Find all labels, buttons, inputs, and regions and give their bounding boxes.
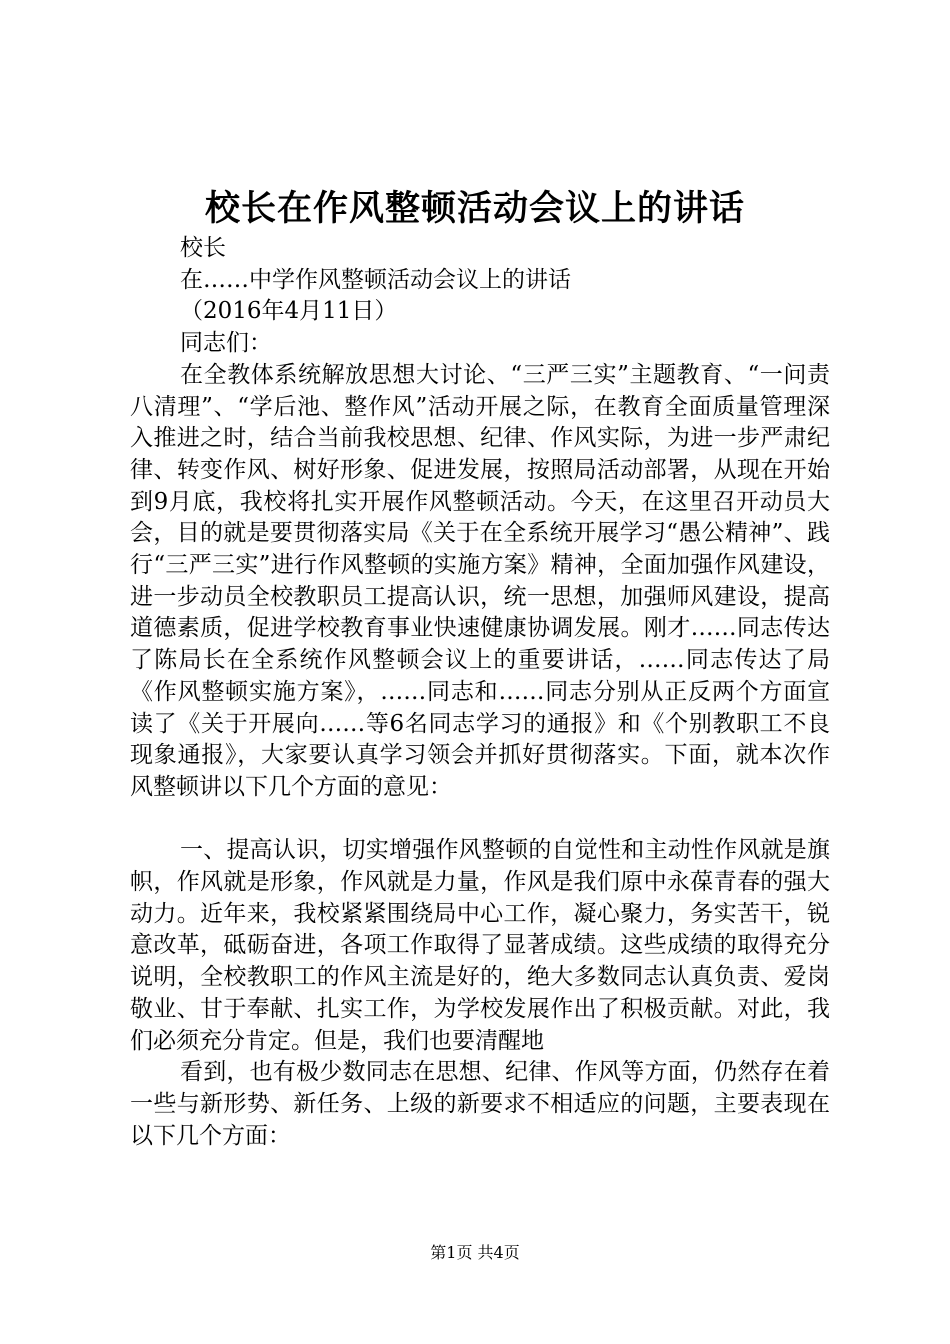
salutation: 同志们： <box>180 330 272 357</box>
document-title: 校长在作风整顿活动会议上的讲话 <box>204 188 745 229</box>
paragraph-3: 看到，也有极少数同志在思想、纪律、作风等方面，仍然存在着一些与新形势、新任务、上级的新要求不相适应的问题，主要表现在以下几个方面： <box>130 1059 830 1149</box>
page-footer: 第1页 共4页 <box>430 1243 520 1262</box>
author-line: 校长 <box>180 235 226 261</box>
paragraph-1: 在全教体系统解放思想大讨论、“三严三实”主题教育、“一问责八清理”、“学后池、整作风”活动开展之际，在教育全面质量管理深入推进之时，结合当前我校思想、纪律、作风实际，为进一步严肃纪律、转变作风、树好形象、促进发展，按照局活动部署，从现在开始到9月底，我校将扎实开展作风整顿活动。今天，在这里召开动员大会，目的就是要贯彻落实局《关于在全系统开展学习“愚公精神”、践行“三严三实”进行作风整顿的实施方案》精神，全面加强作风建设，进一步动员全校教职员工提高认识，统一思想，加强师风建设，提高道德素质，促进学校教育事业快速健康协调发展。刚才……同志传达了陈局长在全系统作风整顿会议上的重要讲话，……同志传达了局《作风整顿实施方案》，……同志和……同志分别从正反两个方面宣读了《关于开展向……等6名同志学习的通报》和《个别教职工不良现象通报》，大家要认真学习领会并抓好贯彻落实。下面，就本次作风整顿讲以下几个方面的意见： <box>130 361 830 800</box>
paragraph-spacer <box>130 804 830 836</box>
paragraph-2: 一、提高认识，切实增强作风整顿的自觉性和主动性作风就是旗帜，作风就是形象，作风就是力量，作风是我们原中永葆青春的强大动力。近年来，我校紧紧围绕局中心工作，凝心聚力，务实苦干，锐意改革，砥砺奋进，各项工作取得了显著成绩。这些成绩的取得充分说明，全校教职工的作风主流是好的，绝大多数同志认真负责、爱岗敬业、甘于奉献、扎实工作，为学校发展作出了积极贡献。对此，我们必须充分肯定。但是，我们也要清醒地 <box>130 837 830 1054</box>
subtitle-line: 在……中学作风整顿活动会议上的讲话 <box>180 266 571 293</box>
document-body <box>130 233 830 1152</box>
date-line: （2016年4月11日） <box>180 298 398 325</box>
